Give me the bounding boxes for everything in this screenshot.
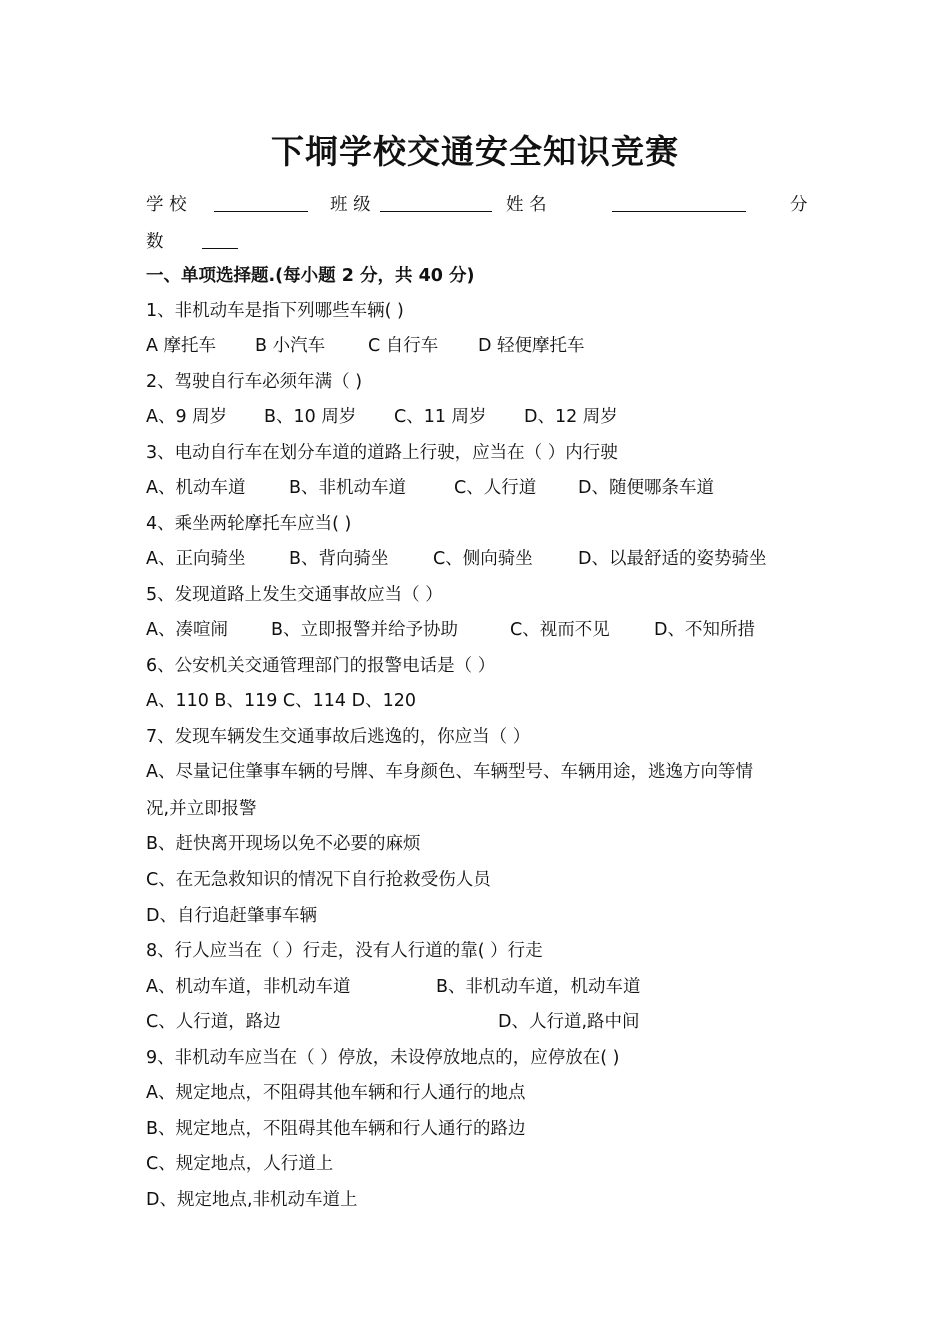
q4-option-c: C、侧向骑坐 [433, 549, 533, 569]
question-9: 9、非机动车应当在（ ）停放，未设停放地点的，应停放在( ) [146, 1048, 620, 1068]
q7-option-a-line2: 况,并立即报警 [146, 799, 257, 819]
q2-option-d: D、12 周岁 [524, 407, 618, 427]
q6-options: A、110 B、119 C、114 D、120 [146, 691, 416, 711]
q1-option-d: D 轻便摩托车 [478, 336, 585, 356]
q7-option-c: C、在无急救知识的情况下自行抢救受伤人员 [146, 870, 491, 890]
q8-option-c: C、人行道，路边 [146, 1012, 281, 1032]
q2-option-c: C、11 周岁 [394, 407, 487, 427]
q1-option-a: A 摩托车 [146, 336, 217, 356]
question-5: 5、发现道路上发生交通事故应当（ ） [146, 585, 443, 605]
name-label: 姓 名 [506, 195, 547, 215]
class-label: 班 级 [330, 195, 371, 215]
q7-option-a-line1: A、尽量记住肇事车辆的号牌、车身颜色、车辆型号、车辆用途，逃逸方向等情 [146, 762, 753, 782]
question-4: 4、乘坐两轮摩托车应当( ) [146, 514, 352, 534]
q4-option-a: A、正向骑坐 [146, 549, 246, 569]
q3-option-b: B、非机动车道 [289, 478, 407, 498]
question-3: 3、电动自行车在划分车道的道路上行驶，应当在（ ）内行驶 [146, 443, 618, 463]
q9-option-c: C、规定地点，人行道上 [146, 1154, 334, 1174]
school-label: 学 校 [146, 195, 187, 215]
q7-option-d: D、自行追赶肇事车辆 [146, 906, 317, 926]
q5-option-b: B、立即报警并给予协助 [271, 620, 459, 640]
q7-option-b: B、赶快离开现场以免不必要的麻烦 [146, 834, 421, 854]
q1-option-c: C 自行车 [368, 336, 439, 356]
q9-option-a: A、规定地点，不阻碍其他车辆和行人通行的地点 [146, 1083, 526, 1103]
q2-option-a: A、9 周岁 [146, 407, 228, 427]
question-1: 1、非机动车是指下列哪些车辆( ) [146, 301, 404, 321]
q8-option-b: B、非机动车道，机动车道 [436, 977, 641, 997]
question-7: 7、发现车辆发生交通事故后逃逸的，你应当（ ） [146, 727, 531, 747]
name-blank [612, 193, 746, 219]
question-6: 6、公安机关交通管理部门的报警电话是（ ） [146, 656, 496, 676]
q3-option-c: C、人行道 [454, 478, 537, 498]
q8-option-a: A、机动车道，非机动车道 [146, 977, 351, 997]
section-heading: 一、单项选择题.(每小题 2 分，共 40 分) [146, 266, 475, 286]
q4-option-d: D、以最舒适的姿势骑坐 [578, 549, 767, 569]
score-label-part1: 分 [790, 195, 808, 215]
q4-option-b: B、背向骑坐 [289, 549, 389, 569]
q9-option-b: B、规定地点，不阻碍其他车辆和行人通行的路边 [146, 1119, 526, 1139]
question-2: 2、驾驶自行车必须年满（ ) [146, 372, 363, 392]
q2-option-b: B、10 周岁 [264, 407, 357, 427]
question-8: 8、行人应当在（ ）行走，没有人行道的靠( ）行走 [146, 941, 543, 961]
class-blank [380, 193, 492, 219]
q5-option-d: D、不知所措 [654, 620, 755, 640]
q8-option-d: D、人行道,路中间 [498, 1012, 640, 1032]
page-title: 下垌学校交通安全知识竞赛 [271, 132, 679, 171]
q3-option-a: A、机动车道 [146, 478, 246, 498]
q5-option-c: C、视而不见 [510, 620, 610, 640]
q1-option-b: B 小汽车 [255, 336, 326, 356]
q3-option-d: D、随便哪条车道 [578, 478, 714, 498]
school-blank [214, 193, 308, 219]
q9-option-d: D、规定地点,非机动车道上 [146, 1190, 358, 1210]
score-blank [202, 230, 238, 256]
q5-option-a: A、凑喧闹 [146, 620, 228, 640]
score-label-part2: 数 [146, 232, 164, 252]
